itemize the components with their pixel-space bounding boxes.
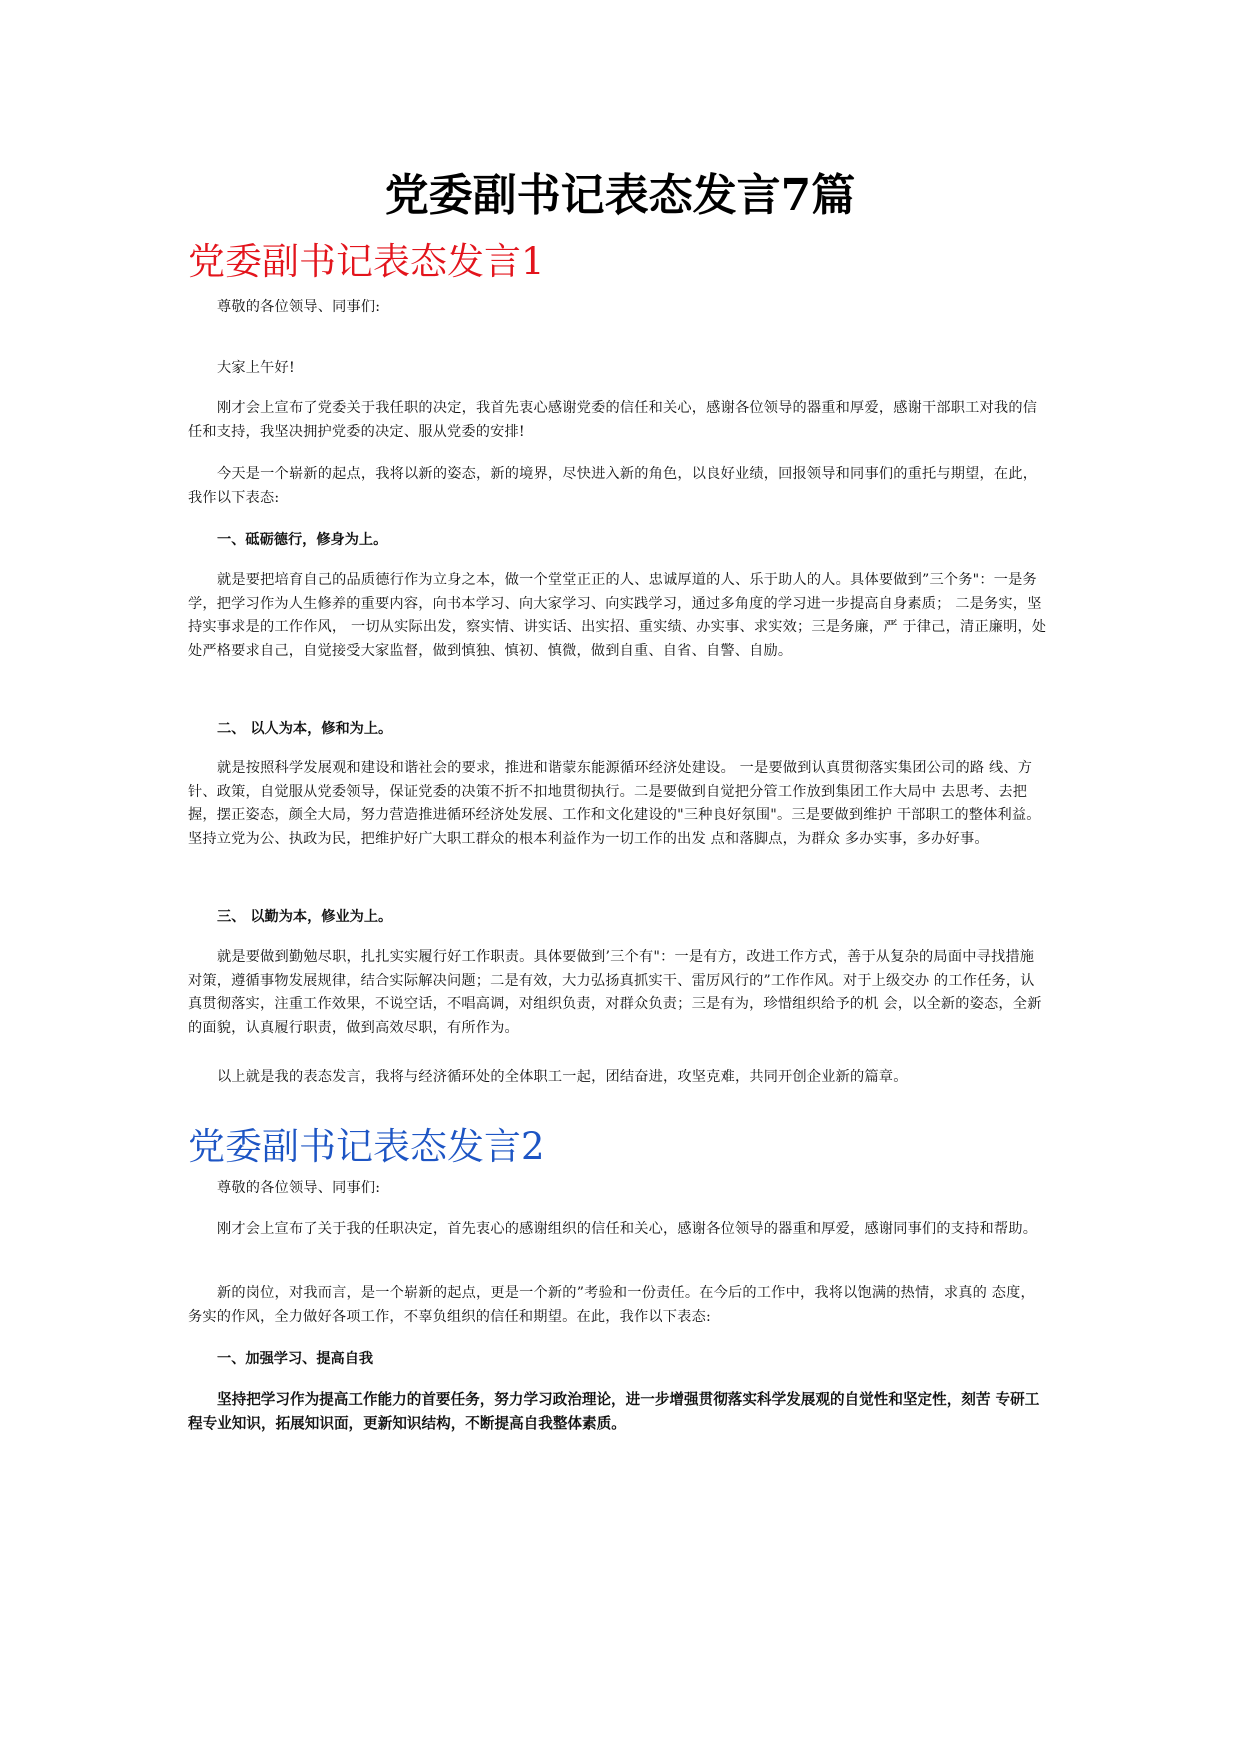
s1-salute: 大家上午好!: [217, 360, 295, 376]
s1-subheading-1: 一、砥砺德行，修身为上。: [217, 532, 388, 548]
s2-paragraph-2: 新的岗位，对我而言，是一个崭新的起点，更是一个新的”考验和一份责任。在今后的工作中，我将以饱满的热情，求真的 态度，务实的作风，全力做好各项工作，不辜负组织的信任和期望。在此，我作以下表态:: [188, 1285, 1035, 1325]
section-1-heading: 党委副书记表态发言1: [188, 240, 545, 283]
s1-subheading-2: 二、 以人为本，修和为上。: [217, 721, 393, 737]
s2-paragraph-1: 刚才会上宣布了关于我的任职决定，首先衷心的感谢组织的信任和关心，感谢各位领导的器重和厚爱，感谢同事们的支持和帮助。: [217, 1221, 1038, 1237]
section-2-heading: 党委副书记表态发言2: [188, 1125, 545, 1168]
s2-greeting: 尊敬的各位领导、同事们:: [217, 1180, 381, 1196]
s2-paragraph-3: 坚持把学习作为提高工作能力的首要任务，努力学习政治理论，进一步增强贯彻落实科学发展观的自觉性和坚定性，刻苦 专研工程专业知识，拓展知识面，更新知识结构，不断提高自我整体素质。: [188, 1391, 1040, 1432]
s1-paragraph-1: 刚才会上宣布了党委关于我任职的决定，我首先衷心感谢党委的信任和关心，感谢各位领导的器重和厚爱，感谢干部职工对我的信任和支持，我坚决拥护党委的决定、服从党委的安排!: [188, 400, 1038, 440]
s2-subheading-1: 一、加强学习、提高自我: [217, 1351, 374, 1367]
s1-paragraph-2: 今天是一个崭新的起点，我将以新的姿态，新的境界，尽快进入新的角色，以良好业绩，回报领导和同事们的重托与期望，在此，我作以下表态:: [188, 466, 1038, 506]
s1-paragraph-3: 就是要把培育自己的品质德行作为立身之本，做一个堂堂正正的人、忠诚厚道的人、乐于助人的人。具体要做到”三个务"：一是务学，把学习作为人生修养的重要内容，向书本学习、向大家学习、向实践学习，通过多角度的学习进一步提高自身素质； 二是务实，坚持实事求是的工作作风， 一切从实际出发，察实情、讲实话、出实招、重实绩、办实事、求实效；三是务廉，严 于律己，清正廉明，处处严格要求自己，自觉接受大家监督，做到慎独、慎初、慎微，做到自重、自省、自警、自励。: [188, 572, 1047, 659]
s1-paragraph-4: 就是按照科学发展观和建设和谐社会的要求，推进和谐蒙东能源循环经济处建设。 一是要做到认真贯彻落实集团公司的路 线、方针、政策，自觉服从党委领导，保证党委的决策不折不扣地贯彻执行。二是要做到自觉把分管工作放到集团工作大局中 去思考、去把握，摆正姿态，颜全大局，努力营造推进循环经济处发展、工作和文化建设的"三种良好氛围"。三是要做到维护 干部职工的整体利益。坚持立党为公、执政为民，把维护好广大职工群众的根本利益作为一切工作的出发 点和落脚点，为群众 多办实事，多办好事。: [188, 760, 1041, 847]
s1-subheading-3: 三、 以勤为本，修业为上。: [217, 909, 393, 925]
s1-paragraph-6: 以上就是我的表态发言，我将与经济循环处的全体职工一起，团结奋进，攻坚克难，共同开创企业新的篇章。: [217, 1069, 908, 1085]
s1-paragraph-5: 就是要做到勤勉尽职，扎扎实实履行好工作职责。具体要做到’三个有"：一是有方，改进工作方式，善于从复杂的局面中寻找措施对策，遵循事物发展规律，结合实际解决问题；二是有效，大力弘扬真抓实干、雷厉风行的”工作作风。对于上级交办 的工作任务，认真贯彻落实，注重工作效果，不说空话，不唱高调，对组织负责，对群众负责；三是有为，珍惜组织给予的机 会，以全新的姿态，全新的面貌，认真履行职责，做到高效尽职，有所作为。: [188, 949, 1042, 1036]
s1-greeting: 尊敬的各位领导、同事们:: [217, 299, 381, 315]
document-title: 党委副书记表态发言7篇: [384, 170, 856, 221]
